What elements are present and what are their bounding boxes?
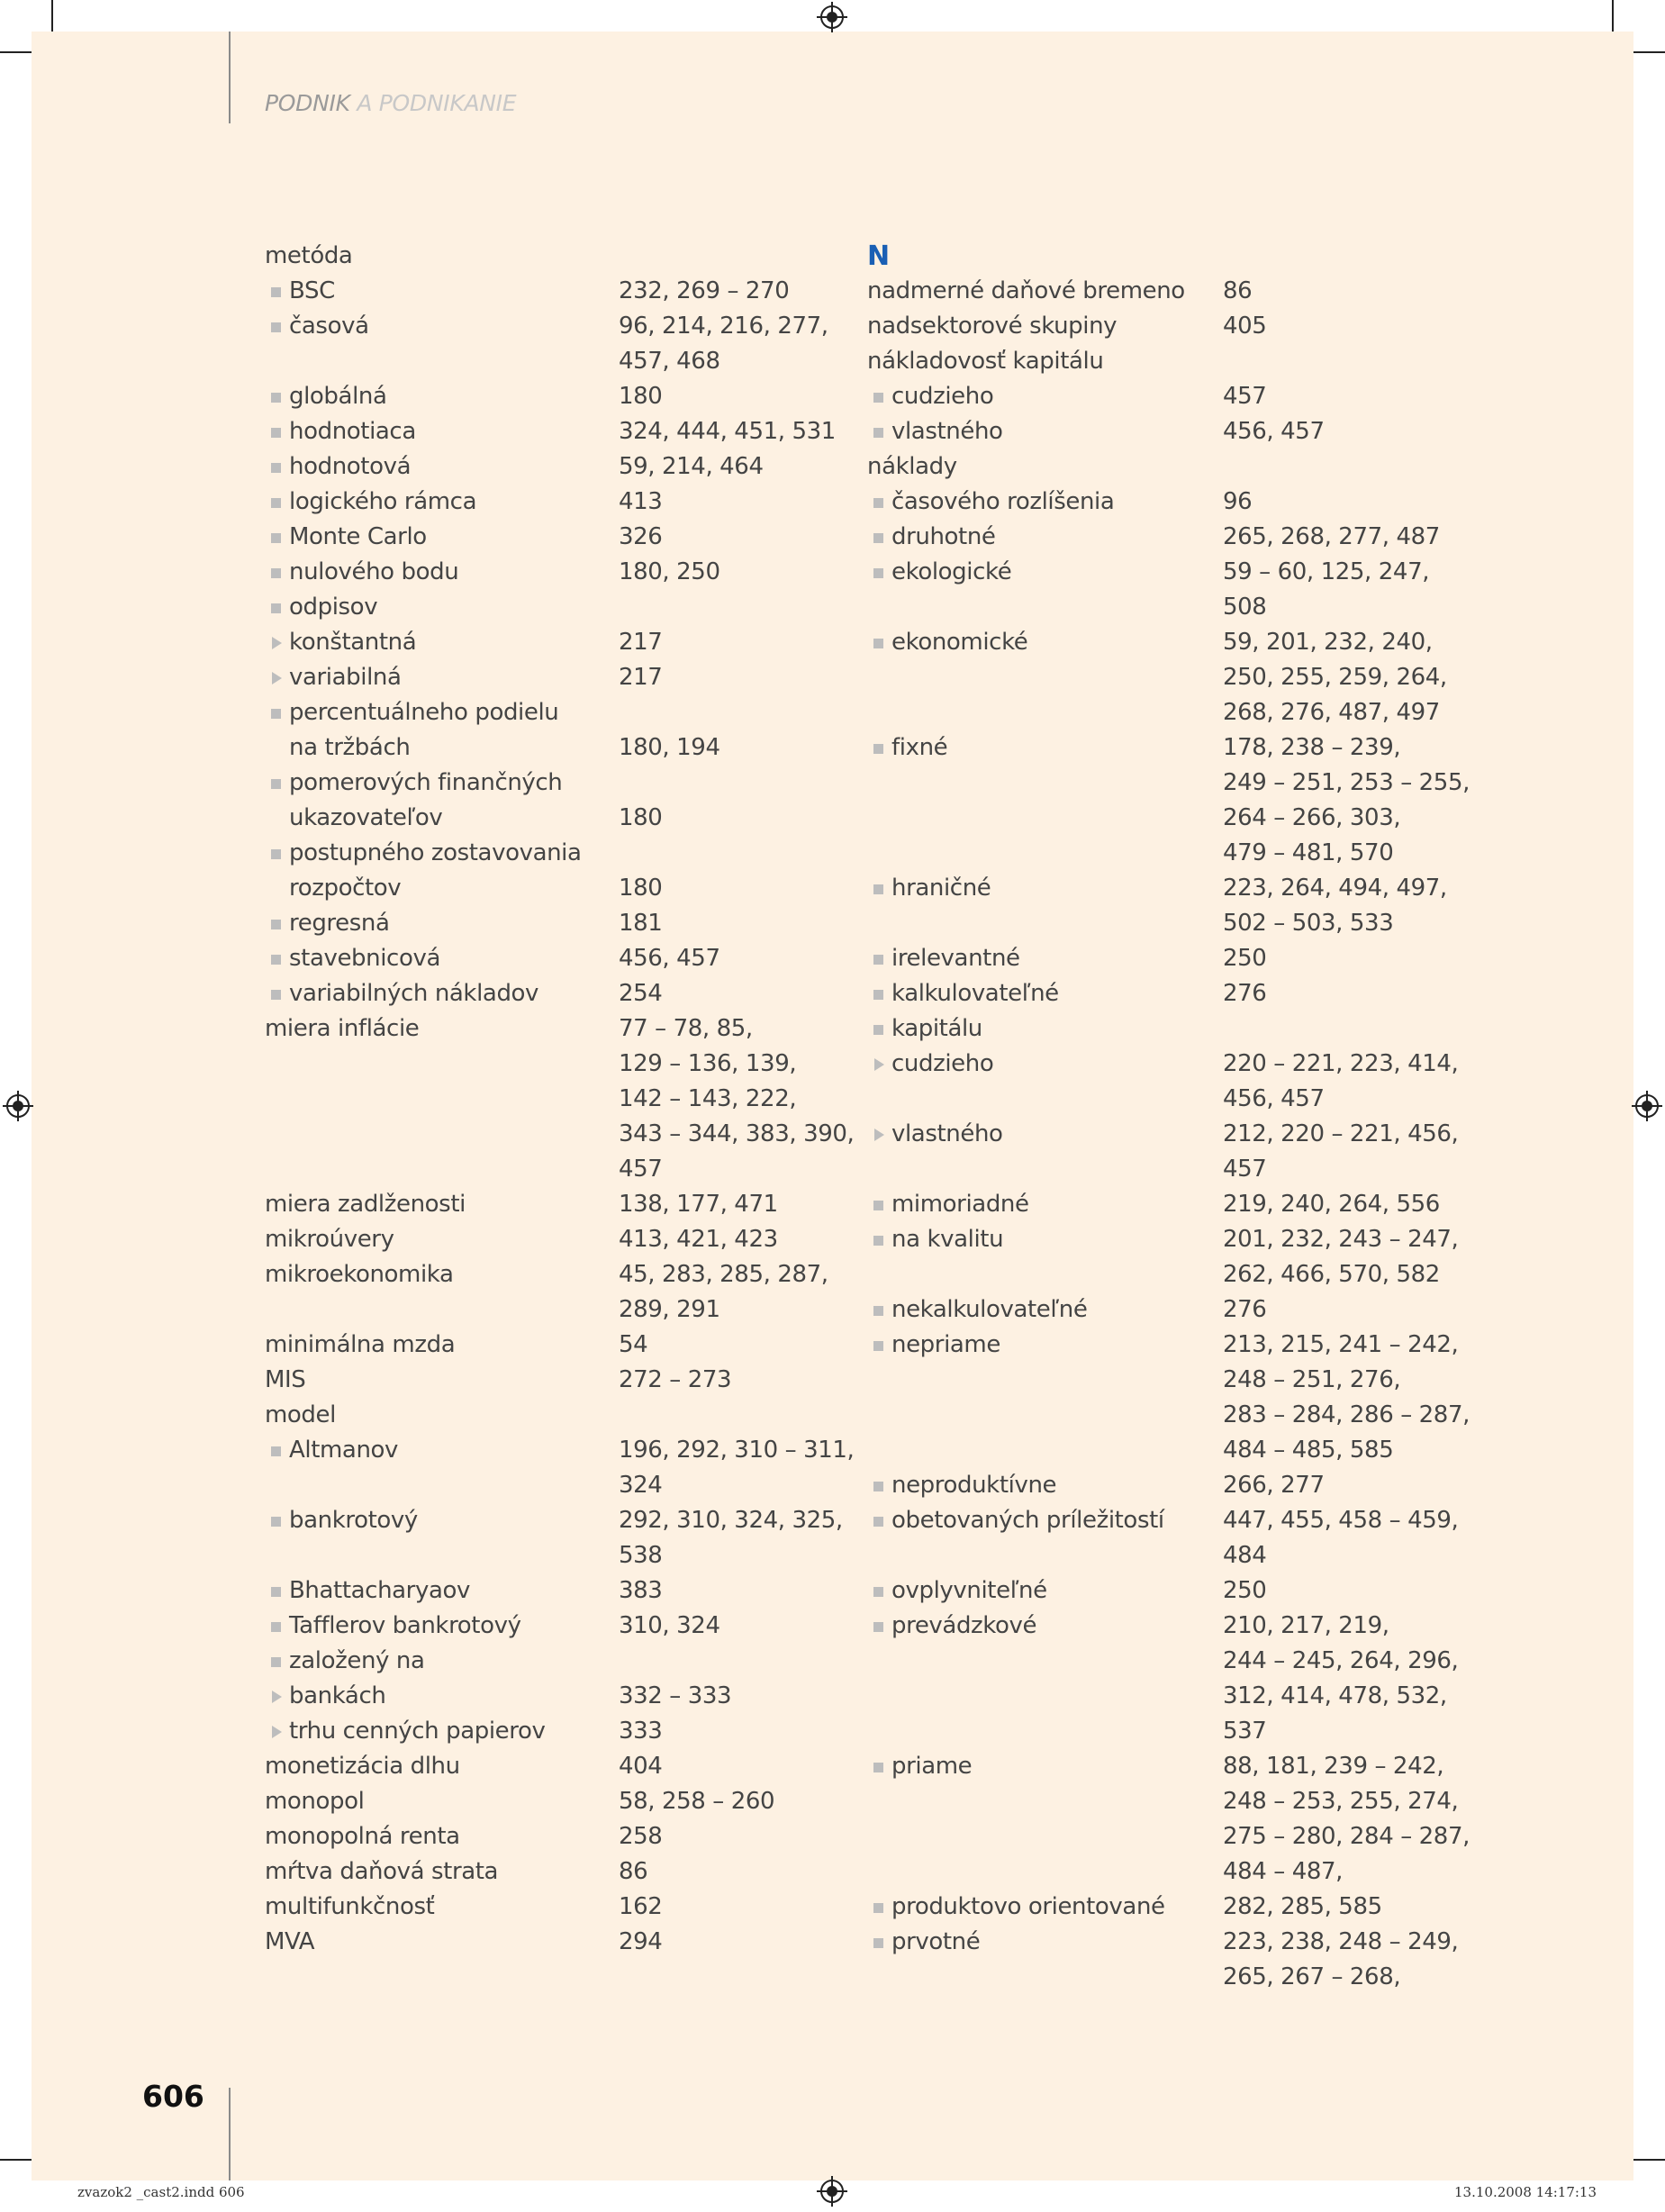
index-entry xyxy=(265,1257,841,1292)
index-term: náklady xyxy=(867,453,957,480)
index-entry xyxy=(867,871,1461,906)
index-entry xyxy=(867,1222,1461,1257)
index-entry xyxy=(867,1503,1461,1538)
index-pages: 484 – 487, xyxy=(1223,1858,1344,1885)
index-pages: 162 xyxy=(619,1893,663,1920)
index-entry xyxy=(867,1011,1461,1047)
index-pages: 413 xyxy=(619,488,663,515)
index-pages: 537 xyxy=(1223,1718,1267,1745)
index-entry xyxy=(265,1854,841,1890)
index-entry xyxy=(867,520,1461,555)
index-entry xyxy=(867,1854,1461,1890)
index-term: nulového bodu xyxy=(265,555,458,590)
crop-mark xyxy=(1633,2159,1665,2161)
index-term: miera inflácie xyxy=(265,1015,420,1042)
index-term: konštantná xyxy=(265,625,416,660)
index-term: na tržbách xyxy=(289,734,411,761)
index-entry xyxy=(265,1363,841,1398)
index-term: priame xyxy=(867,1749,972,1784)
index-entry xyxy=(265,801,841,836)
index-entry xyxy=(265,906,841,941)
index-term: nákladovosť kapitálu xyxy=(867,348,1104,375)
index-pages: 129 – 136, 139, xyxy=(619,1050,797,1077)
index-entry xyxy=(867,379,1461,414)
crop-mark xyxy=(1633,51,1665,53)
index-term: produktovo orientované xyxy=(867,1890,1165,1925)
index-term: trhu cenných papierov xyxy=(265,1714,546,1749)
index-entry xyxy=(867,1819,1470,1854)
index-entry xyxy=(867,1047,1461,1082)
index-term: ukazovateľov xyxy=(289,804,443,831)
index-term: hodnotová xyxy=(265,449,411,485)
index-term: mikroúvery xyxy=(265,1226,394,1253)
index-pages: 59, 214, 464 xyxy=(619,453,764,480)
index-entry xyxy=(867,730,1461,766)
index-entry xyxy=(265,1503,841,1538)
index-entry xyxy=(265,1538,841,1573)
index-pages: 456, 457 xyxy=(619,945,720,972)
index-pages: 244 – 245, 264, 296, xyxy=(1223,1647,1459,1674)
index-pages: 248 – 251, 276, xyxy=(1223,1366,1401,1393)
index-entry xyxy=(867,976,1461,1011)
index-pages: 456, 457 xyxy=(1223,1085,1325,1112)
index-entry xyxy=(265,344,841,379)
index-entry xyxy=(867,766,1470,801)
index-entry xyxy=(867,1363,1461,1398)
index-entry xyxy=(265,1644,841,1679)
index-term: Tafflerov bankrotový xyxy=(265,1609,521,1644)
index-pages: 196, 292, 310 – 311, xyxy=(619,1437,855,1464)
index-pages: 479 – 481, 570 xyxy=(1223,839,1394,866)
index-entry xyxy=(265,309,841,344)
index-pages: 250 xyxy=(1223,945,1267,972)
registration-mark-icon xyxy=(817,2176,847,2207)
index-entry xyxy=(265,274,841,309)
index-entry xyxy=(867,1714,1461,1749)
index-pages: 265, 268, 277, 487 xyxy=(1223,523,1440,550)
index-pages: 283 – 284, 286 – 287, xyxy=(1223,1401,1470,1428)
index-pages: 180 xyxy=(619,804,663,831)
index-pages: 266, 277 xyxy=(1223,1472,1325,1499)
index-entry xyxy=(867,555,1461,590)
index-entry xyxy=(265,695,841,730)
index-entry xyxy=(867,1398,1470,1433)
index-entry xyxy=(867,449,1461,485)
index-term: variabilných nákladov xyxy=(265,976,538,1011)
index-entry xyxy=(265,590,841,625)
crop-mark xyxy=(51,0,53,32)
index-entry xyxy=(265,1890,841,1925)
index-term: monetizácia dlhu xyxy=(265,1753,460,1780)
index-entry xyxy=(265,1679,841,1714)
index-term: postupného zostavovania xyxy=(265,836,582,871)
index-term: nadmerné daňové bremeno xyxy=(867,277,1185,304)
index-pages: 250, 255, 259, 264, xyxy=(1223,664,1447,691)
index-pages: 180 xyxy=(619,383,663,410)
index-pages: 223, 238, 248 – 249, xyxy=(1223,1928,1459,1955)
index-entry xyxy=(867,239,1461,274)
index-entry xyxy=(867,344,1461,379)
index-entry xyxy=(265,1784,841,1819)
index-term: ovplyvniteľné xyxy=(867,1573,1047,1609)
index-entry xyxy=(265,1047,841,1082)
header-rule xyxy=(229,32,231,123)
index-term: globálná xyxy=(265,379,387,414)
index-term: hraničné xyxy=(867,871,991,906)
index-term: monopol xyxy=(265,1788,365,1815)
index-entry xyxy=(867,625,1461,660)
index-term: časová xyxy=(265,309,369,344)
index-entry xyxy=(867,309,1461,344)
index-pages: 343 – 344, 383, 390, xyxy=(619,1120,855,1147)
index-pages: 324 xyxy=(619,1472,663,1499)
index-entry xyxy=(265,1749,841,1784)
index-entry xyxy=(265,766,841,801)
index-entry xyxy=(265,1152,841,1187)
index-entry xyxy=(265,836,841,871)
index-pages: 54 xyxy=(619,1331,648,1358)
index-entry xyxy=(265,1292,841,1328)
index-pages: 213, 215, 241 – 242, xyxy=(1223,1331,1459,1358)
index-pages: 178, 238 – 239, xyxy=(1223,734,1401,761)
index-entry xyxy=(265,1328,841,1363)
crop-mark xyxy=(0,51,32,53)
index-pages: 265, 267 – 268, xyxy=(1223,1963,1401,1990)
index-term: na kvalitu xyxy=(867,1222,1003,1257)
index-term: BSC xyxy=(265,274,335,309)
index-term: regresná xyxy=(265,906,390,941)
index-term: mimoriadné xyxy=(867,1187,1029,1222)
index-entry xyxy=(265,1082,841,1117)
index-pages: 447, 455, 458 – 459, xyxy=(1223,1507,1459,1534)
index-pages: 457 xyxy=(619,1156,663,1183)
index-pages: 59, 201, 232, 240, xyxy=(1223,629,1433,656)
index-pages: 457, 468 xyxy=(619,348,720,375)
index-term: neproduktívne xyxy=(867,1468,1056,1503)
index-pages: 248 – 253, 255, 274, xyxy=(1223,1788,1459,1815)
index-pages: 250 xyxy=(1223,1577,1267,1604)
index-entry xyxy=(265,1222,841,1257)
index-pages: 502 – 503, 533 xyxy=(1223,910,1394,937)
index-pages: 219, 240, 264, 556 xyxy=(1223,1191,1440,1218)
index-entry xyxy=(265,379,841,414)
index-term: stavebnicová xyxy=(265,941,440,976)
index-pages: 217 xyxy=(619,664,663,691)
page-number: 606 xyxy=(142,2079,204,2114)
index-pages: 77 – 78, 85, xyxy=(619,1015,753,1042)
index-pages: 262, 466, 570, 582 xyxy=(1223,1261,1440,1288)
index-entry xyxy=(265,414,841,449)
registration-mark-icon xyxy=(3,1091,33,1121)
index-pages: 45, 283, 285, 287, xyxy=(619,1261,828,1288)
index-term: logického rámca xyxy=(265,485,476,520)
index-pages: 258 xyxy=(619,1823,663,1850)
slug-left: zvazok2 _cast2.indd 606 xyxy=(77,2184,245,2200)
index-pages: 289, 291 xyxy=(619,1296,720,1323)
index-entry xyxy=(867,695,1461,730)
registration-mark-icon xyxy=(1632,1091,1662,1121)
index-pages: 88, 181, 239 – 242, xyxy=(1223,1753,1444,1780)
index-pages: 181 xyxy=(619,910,663,937)
index-term: Altmanov xyxy=(265,1433,398,1468)
index-pages: 294 xyxy=(619,1928,663,1955)
index-term: vlastného xyxy=(867,414,1003,449)
index-pages: 413, 421, 423 xyxy=(619,1226,778,1253)
index-term: hodnotiaca xyxy=(265,414,416,449)
index-pages: 232, 269 – 270 xyxy=(619,277,790,304)
index-term: variabilná xyxy=(265,660,402,695)
index-entry xyxy=(867,1644,1461,1679)
index-pages: 220 – 221, 223, 414, xyxy=(1223,1050,1459,1077)
index-entry xyxy=(867,590,1461,625)
index-entry xyxy=(867,1433,1461,1468)
index-entry xyxy=(265,1714,841,1749)
index-entry xyxy=(265,555,841,590)
index-term: nadsektorové skupiny xyxy=(867,313,1118,340)
index-term: nepriame xyxy=(867,1328,1000,1363)
index-column-right xyxy=(867,239,1470,1995)
index-entry xyxy=(265,1187,841,1222)
index-column-left xyxy=(265,239,855,1960)
index-entry xyxy=(265,941,841,976)
index-entry xyxy=(867,906,1461,941)
index-term: MIS xyxy=(265,1366,306,1393)
index-term: založený na xyxy=(265,1644,425,1679)
index-term: cudzieho xyxy=(867,1047,993,1082)
index-pages: 86 xyxy=(619,1858,648,1885)
index-term: mŕtva daňová strata xyxy=(265,1858,499,1885)
index-entry xyxy=(265,1925,841,1960)
index-entry xyxy=(867,1749,1461,1784)
index-term: vlastného xyxy=(867,1117,1003,1152)
index-term: bankách xyxy=(265,1679,385,1714)
index-term: model xyxy=(265,1401,336,1428)
slug-right: 13.10.2008 14:17:13 xyxy=(1454,2184,1597,2200)
index-term: pomerových finančných xyxy=(265,766,562,801)
index-term: obetovaných príležitostí xyxy=(867,1503,1164,1538)
index-term: ekonomické xyxy=(867,625,1027,660)
index-term: MVA xyxy=(265,1928,315,1955)
index-term: fixné xyxy=(867,730,947,766)
index-pages: 383 xyxy=(619,1577,663,1604)
index-entry xyxy=(867,1187,1461,1222)
index-entry xyxy=(867,485,1461,520)
index-entry xyxy=(867,1538,1461,1573)
index-entry xyxy=(867,1152,1461,1187)
index-entry xyxy=(265,239,841,274)
index-term: cudzieho xyxy=(867,379,993,414)
crop-mark xyxy=(1612,0,1614,32)
index-term: prvotné xyxy=(867,1925,980,1960)
index-entry xyxy=(867,274,1461,309)
index-pages: 484 – 485, 585 xyxy=(1223,1437,1394,1464)
index-pages: 180 xyxy=(619,875,663,902)
index-pages: 538 xyxy=(619,1542,663,1569)
header-part1: PODNIK xyxy=(265,90,350,116)
index-term: multifunkčnosť xyxy=(265,1893,435,1920)
index-entry xyxy=(265,1011,841,1047)
index-entry xyxy=(867,1679,1461,1714)
index-pages: 332 – 333 xyxy=(619,1682,732,1709)
index-entry xyxy=(867,1292,1461,1328)
index-pages: 264 – 266, 303, xyxy=(1223,804,1401,831)
index-entry xyxy=(867,1117,1461,1152)
index-entry xyxy=(265,1117,855,1152)
index-term: percentuálneho podielu xyxy=(265,695,558,730)
index-entry xyxy=(867,1328,1461,1363)
index-pages: 86 xyxy=(1223,277,1253,304)
index-entry xyxy=(265,485,841,520)
index-term: bankrotový xyxy=(265,1503,418,1538)
index-entry xyxy=(265,1819,841,1854)
index-term: prevádzkové xyxy=(867,1609,1036,1644)
index-entry xyxy=(265,871,841,906)
index-entry xyxy=(867,1573,1461,1609)
index-term: mikroekonomika xyxy=(265,1261,454,1288)
index-pages: 404 xyxy=(619,1753,663,1780)
running-header xyxy=(265,90,516,116)
index-entry xyxy=(867,1609,1461,1644)
index-term: nekalkulovateľné xyxy=(867,1292,1087,1328)
footer-rule xyxy=(229,2088,231,2180)
index-pages: 180, 250 xyxy=(619,558,720,585)
index-pages: 405 xyxy=(1223,313,1267,340)
index-entry xyxy=(265,1573,841,1609)
index-term: kapitálu xyxy=(867,1011,982,1047)
index-entry xyxy=(265,976,841,1011)
index-pages: 292, 310, 324, 325, xyxy=(619,1507,843,1534)
index-pages: 201, 232, 243 – 247, xyxy=(1223,1226,1459,1253)
index-term: irelevantné xyxy=(867,941,1020,976)
index-entry xyxy=(265,660,841,695)
index-entry xyxy=(265,625,841,660)
index-entry xyxy=(867,1784,1461,1819)
index-entry xyxy=(265,1433,855,1468)
index-pages: 312, 414, 478, 532, xyxy=(1223,1682,1447,1709)
index-entry xyxy=(867,414,1461,449)
index-entry xyxy=(265,449,841,485)
index-pages: 138, 177, 471 xyxy=(619,1191,778,1218)
index-term: kalkulovateľné xyxy=(867,976,1059,1011)
index-term: metóda xyxy=(265,242,353,269)
index-entry xyxy=(867,1082,1461,1117)
index-term: odpisov xyxy=(265,590,377,625)
index-pages: 275 – 280, 284 – 287, xyxy=(1223,1823,1470,1850)
index-entry xyxy=(867,1960,1461,1995)
crop-mark xyxy=(0,2159,32,2161)
index-term: rozpočtov xyxy=(289,875,402,902)
index-letter-heading: N xyxy=(867,240,890,272)
index-pages: 96 xyxy=(1223,488,1253,515)
index-pages: 96, 214, 216, 277, xyxy=(619,313,828,340)
index-pages: 254 xyxy=(619,980,663,1007)
index-pages: 142 – 143, 222, xyxy=(619,1085,797,1112)
index-pages: 456, 457 xyxy=(1223,418,1325,445)
index-pages: 457 xyxy=(1223,383,1267,410)
index-term: monopolná renta xyxy=(265,1823,460,1850)
index-pages: 58, 258 – 260 xyxy=(619,1788,775,1815)
index-term: druhotné xyxy=(867,520,996,555)
header-part2: A PODNIKANIE xyxy=(349,90,517,116)
index-term: Monte Carlo xyxy=(265,520,427,555)
index-pages: 484 xyxy=(1223,1542,1267,1569)
index-pages: 326 xyxy=(619,523,663,550)
index-entry xyxy=(265,520,841,555)
index-entry xyxy=(265,1468,841,1503)
index-entry xyxy=(867,1257,1461,1292)
index-entry xyxy=(867,1925,1461,1960)
index-pages: 272 – 273 xyxy=(619,1366,732,1393)
index-entry xyxy=(265,730,841,766)
index-pages: 508 xyxy=(1223,594,1267,621)
index-pages: 276 xyxy=(1223,1296,1267,1323)
index-entry xyxy=(867,941,1461,976)
index-pages: 217 xyxy=(619,629,663,656)
index-pages: 276 xyxy=(1223,980,1267,1007)
index-pages: 333 xyxy=(619,1718,663,1745)
index-entry xyxy=(867,660,1461,695)
index-term: miera zadlženosti xyxy=(265,1191,466,1218)
index-pages: 210, 217, 219, xyxy=(1223,1612,1389,1639)
index-pages: 268, 276, 487, 497 xyxy=(1223,699,1440,726)
index-entry xyxy=(265,1609,841,1644)
index-pages: 310, 324 xyxy=(619,1612,720,1639)
index-pages: 59 – 60, 125, 247, xyxy=(1223,558,1430,585)
index-pages: 180, 194 xyxy=(619,734,720,761)
index-entry xyxy=(867,836,1461,871)
index-term: časového rozlíšenia xyxy=(867,485,1114,520)
index-pages: 282, 285, 585 xyxy=(1223,1893,1382,1920)
index-pages: 212, 220 – 221, 456, xyxy=(1223,1120,1459,1147)
index-entry xyxy=(867,1468,1461,1503)
index-entry xyxy=(867,1890,1461,1925)
registration-mark-icon xyxy=(817,2,847,32)
index-pages: 249 – 251, 253 – 255, xyxy=(1223,769,1470,796)
index-pages: 324, 444, 451, 531 xyxy=(619,418,836,445)
index-term: Bhattacharyaov xyxy=(265,1573,470,1609)
index-term: minimálna mzda xyxy=(265,1331,456,1358)
index-pages: 223, 264, 494, 497, xyxy=(1223,875,1447,902)
index-entry xyxy=(867,801,1461,836)
index-pages: 457 xyxy=(1223,1156,1267,1183)
index-term: ekologické xyxy=(867,555,1011,590)
index-entry xyxy=(265,1398,841,1433)
